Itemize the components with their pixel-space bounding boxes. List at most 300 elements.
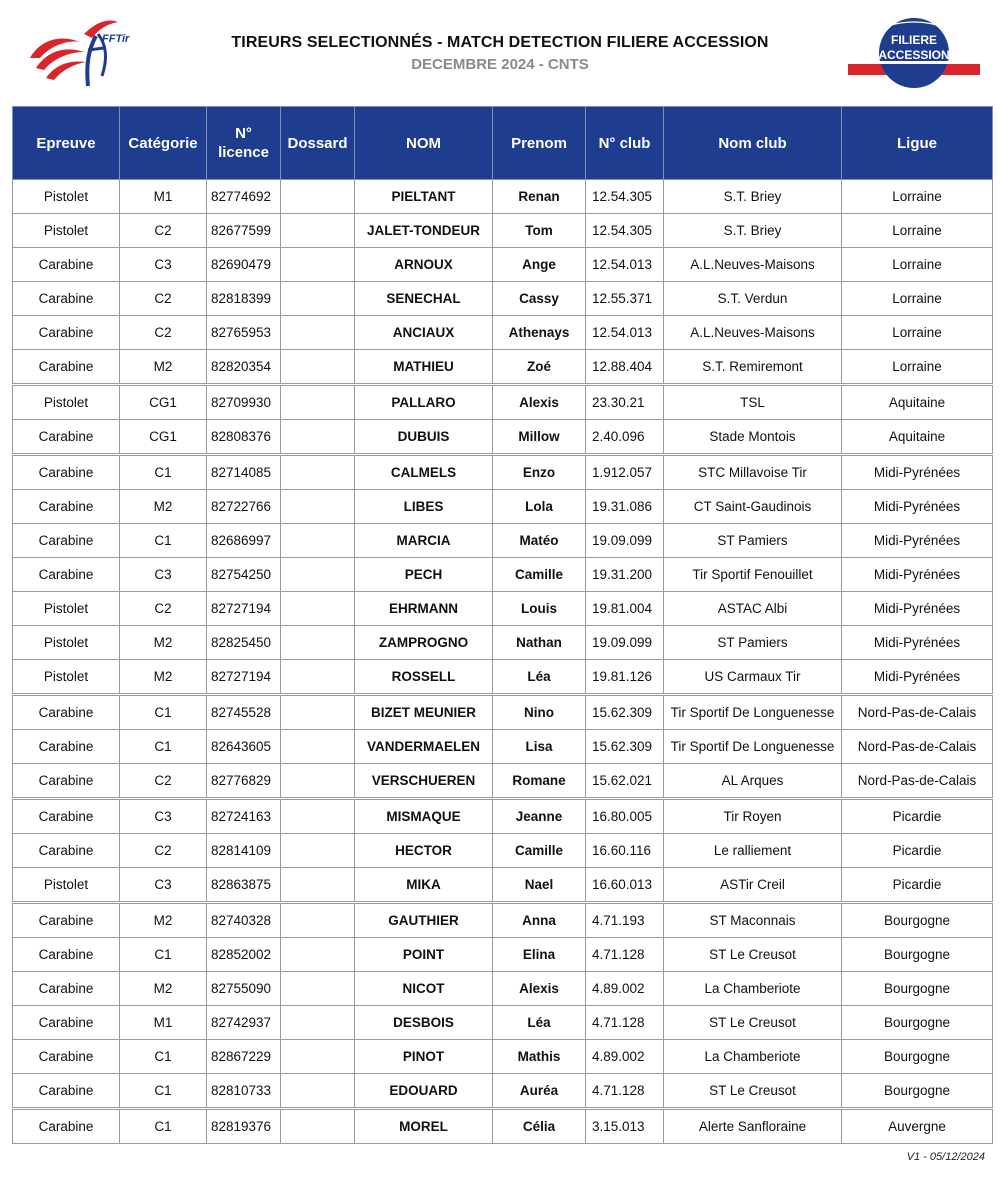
cell-epreuve: Pistolet (13, 385, 120, 420)
cell-club-number: 4.71.128 (586, 1006, 664, 1040)
cell-club-number: 12.55.371 (586, 282, 664, 316)
cell-club-name: CT Saint-Gaudinois (664, 490, 842, 524)
cell-club-number: 19.31.086 (586, 490, 664, 524)
cell-dossard (281, 214, 355, 248)
cell-club-name: Alerte Sanfloraine (664, 1109, 842, 1144)
cell-ligue: Nord-Pas-de-Calais (842, 695, 993, 730)
cell-licence: 82863875 (207, 868, 281, 903)
cell-club-number: 12.54.013 (586, 316, 664, 350)
cell-club-name: ST Le Creusot (664, 938, 842, 972)
table-row (13, 730, 993, 764)
cell-dossard (281, 490, 355, 524)
cell-dossard (281, 1006, 355, 1040)
cell-dossard (281, 558, 355, 592)
cell-club-name: A.L.Neuves-Maisons (664, 316, 842, 350)
cell-licence: 82852002 (207, 938, 281, 972)
cell-categorie: C1 (120, 1040, 207, 1074)
column-header-ligue: Ligue (842, 107, 993, 180)
cell-categorie: C1 (120, 730, 207, 764)
cell-ligue: Bourgogne (842, 1040, 993, 1074)
table-row (13, 180, 993, 214)
cell-club-number: 4.71.128 (586, 1074, 664, 1109)
cell-categorie: M2 (120, 972, 207, 1006)
cell-ligue: Lorraine (842, 350, 993, 385)
selection-table (12, 106, 993, 1144)
table-row (13, 214, 993, 248)
cell-categorie: M2 (120, 903, 207, 938)
cell-club-number: 15.62.309 (586, 730, 664, 764)
table-header-row (13, 107, 993, 180)
table-row (13, 316, 993, 350)
cell-prenom: Nathan (493, 626, 586, 660)
cell-club-number: 12.54.305 (586, 214, 664, 248)
column-header-licence (207, 107, 281, 180)
cell-prenom: Enzo (493, 455, 586, 490)
cell-prenom: Lisa (493, 730, 586, 764)
cell-dossard (281, 524, 355, 558)
cell-prenom: Nino (493, 695, 586, 730)
cell-ligue: Auvergne (842, 1109, 993, 1144)
table-row (13, 868, 993, 903)
cell-licence: 82740328 (207, 903, 281, 938)
cell-club-name: ST Le Creusot (664, 1074, 842, 1109)
cell-categorie: C1 (120, 524, 207, 558)
cell-nom: JALET-TONDEUR (355, 214, 493, 248)
cell-club-number: 19.09.099 (586, 626, 664, 660)
cell-prenom: Athenays (493, 316, 586, 350)
cell-prenom: Camille (493, 558, 586, 592)
cell-licence: 82643605 (207, 730, 281, 764)
page-header (0, 0, 1001, 100)
cell-epreuve: Carabine (13, 282, 120, 316)
cell-categorie: C3 (120, 799, 207, 834)
cell-club-number: 4.89.002 (586, 1040, 664, 1074)
cell-ligue: Lorraine (842, 316, 993, 350)
table-row (13, 660, 993, 695)
cell-categorie: C2 (120, 316, 207, 350)
cell-club-name: La Chamberiote (664, 972, 842, 1006)
table-row (13, 558, 993, 592)
fftir-rooster-logo-icon (26, 14, 146, 90)
cell-nom: PIELTANT (355, 180, 493, 214)
cell-nom: CALMELS (355, 455, 493, 490)
cell-epreuve: Carabine (13, 350, 120, 385)
cell-dossard (281, 764, 355, 799)
table-row (13, 764, 993, 799)
cell-nom: SENECHAL (355, 282, 493, 316)
cell-categorie: M1 (120, 1006, 207, 1040)
page-subtitle: DECEMBRE 2024 - CNTS (411, 56, 589, 73)
cell-club-number: 15.62.021 (586, 764, 664, 799)
cell-dossard (281, 660, 355, 695)
cell-licence: 82774692 (207, 180, 281, 214)
cell-epreuve: Carabine (13, 834, 120, 868)
cell-categorie: C1 (120, 695, 207, 730)
badge-line1: FILIERE (890, 33, 938, 47)
cell-club-name: S.T. Remiremont (664, 350, 842, 385)
cell-club-name: Stade Montois (664, 420, 842, 455)
cell-club-number: 19.09.099 (586, 524, 664, 558)
column-header-nom: NOM (355, 107, 493, 180)
cell-club-number: 12.54.305 (586, 180, 664, 214)
cell-club-name: S.T. Briey (664, 214, 842, 248)
cell-club-number: 16.80.005 (586, 799, 664, 834)
cell-prenom: Romane (493, 764, 586, 799)
cell-nom: EHRMANN (355, 592, 493, 626)
cell-licence: 82724163 (207, 799, 281, 834)
cell-dossard (281, 455, 355, 490)
cell-dossard (281, 316, 355, 350)
cell-licence: 82690479 (207, 248, 281, 282)
cell-licence: 82709930 (207, 385, 281, 420)
cell-club-name: Tir Sportif Fenouillet (664, 558, 842, 592)
cell-categorie: C1 (120, 455, 207, 490)
cell-categorie: M2 (120, 490, 207, 524)
cell-categorie: C2 (120, 834, 207, 868)
cell-nom: HECTOR (355, 834, 493, 868)
cell-licence: 82754250 (207, 558, 281, 592)
logo-left-text: FFTir (102, 33, 130, 45)
cell-nom: DUBUIS (355, 420, 493, 455)
title-block (200, 34, 800, 73)
cell-club-name: ST Le Creusot (664, 1006, 842, 1040)
cell-ligue: Nord-Pas-de-Calais (842, 764, 993, 799)
cell-club-number: 19.81.126 (586, 660, 664, 695)
cell-nom: ROSSELL (355, 660, 493, 695)
cell-dossard (281, 730, 355, 764)
cell-club-name: S.T. Briey (664, 180, 842, 214)
cell-dossard (281, 248, 355, 282)
table-row (13, 1109, 993, 1144)
cell-nom: LIBES (355, 490, 493, 524)
cell-nom: MIKA (355, 868, 493, 903)
cell-ligue: Bourgogne (842, 1074, 993, 1109)
cell-licence: 82765953 (207, 316, 281, 350)
cell-categorie: CG1 (120, 420, 207, 455)
column-header-dossard: Dossard (281, 107, 355, 180)
cell-nom: VANDERMAELEN (355, 730, 493, 764)
cell-club-name: S.T. Verdun (664, 282, 842, 316)
column-header-club-name: Nom club (664, 107, 842, 180)
cell-epreuve: Carabine (13, 524, 120, 558)
cell-club-name: AL Arques (664, 764, 842, 799)
cell-nom: ZAMPROGNO (355, 626, 493, 660)
cell-epreuve: Carabine (13, 248, 120, 282)
cell-ligue: Midi-Pyrénées (842, 558, 993, 592)
cell-nom: VERSCHUEREN (355, 764, 493, 799)
cell-licence: 82819376 (207, 1109, 281, 1144)
cell-prenom: Anna (493, 903, 586, 938)
cell-club-number: 4.89.002 (586, 972, 664, 1006)
cell-licence: 82745528 (207, 695, 281, 730)
column-header-epreuve: Epreuve (13, 107, 120, 180)
cell-dossard (281, 834, 355, 868)
cell-dossard (281, 972, 355, 1006)
cell-club-name: STC Millavoise Tir (664, 455, 842, 490)
cell-dossard (281, 350, 355, 385)
cell-categorie: C2 (120, 214, 207, 248)
cell-categorie: C3 (120, 868, 207, 903)
cell-prenom: Alexis (493, 385, 586, 420)
cell-epreuve: Carabine (13, 1006, 120, 1040)
cell-epreuve: Carabine (13, 316, 120, 350)
cell-dossard (281, 1109, 355, 1144)
cell-epreuve: Carabine (13, 455, 120, 490)
cell-dossard (281, 592, 355, 626)
cell-epreuve: Pistolet (13, 180, 120, 214)
cell-nom: PECH (355, 558, 493, 592)
cell-ligue: Midi-Pyrénées (842, 455, 993, 490)
cell-licence: 82722766 (207, 490, 281, 524)
cell-club-number: 12.88.404 (586, 350, 664, 385)
table-row (13, 695, 993, 730)
cell-club-name: Tir Royen (664, 799, 842, 834)
cell-ligue: Midi-Pyrénées (842, 660, 993, 695)
cell-nom: MARCIA (355, 524, 493, 558)
cell-categorie: C1 (120, 1074, 207, 1109)
cell-categorie: C1 (120, 938, 207, 972)
cell-licence: 82825450 (207, 626, 281, 660)
cell-prenom: Auréa (493, 1074, 586, 1109)
cell-club-name: TSL (664, 385, 842, 420)
cell-prenom: Alexis (493, 972, 586, 1006)
cell-ligue: Aquitaine (842, 385, 993, 420)
cell-licence: 82727194 (207, 660, 281, 695)
table-row (13, 938, 993, 972)
cell-nom: BIZET MEUNIER (355, 695, 493, 730)
cell-prenom: Elina (493, 938, 586, 972)
cell-club-number: 15.62.309 (586, 695, 664, 730)
cell-nom: MATHIEU (355, 350, 493, 385)
cell-ligue: Midi-Pyrénées (842, 626, 993, 660)
cell-prenom: Léa (493, 660, 586, 695)
cell-club-name: Tir Sportif De Longuenesse (664, 730, 842, 764)
cell-prenom: Renan (493, 180, 586, 214)
cell-licence: 82776829 (207, 764, 281, 799)
version-footer: V1 - 05/12/2024 (906, 1151, 985, 1163)
cell-epreuve: Carabine (13, 799, 120, 834)
cell-categorie: C3 (120, 558, 207, 592)
cell-nom: DESBOIS (355, 1006, 493, 1040)
cell-nom: NICOT (355, 972, 493, 1006)
cell-club-name: US Carmaux Tir (664, 660, 842, 695)
cell-licence: 82755090 (207, 972, 281, 1006)
cell-epreuve: Pistolet (13, 626, 120, 660)
cell-epreuve: Pistolet (13, 660, 120, 695)
cell-categorie: C2 (120, 592, 207, 626)
column-header-licence-line2: licence (218, 144, 269, 161)
cell-club-name: ST Maconnais (664, 903, 842, 938)
cell-epreuve: Carabine (13, 490, 120, 524)
cell-dossard (281, 385, 355, 420)
cell-epreuve: Pistolet (13, 868, 120, 903)
table-row (13, 626, 993, 660)
cell-prenom: Millow (493, 420, 586, 455)
table-row (13, 592, 993, 626)
cell-epreuve: Carabine (13, 972, 120, 1006)
cell-ligue: Midi-Pyrénées (842, 524, 993, 558)
page-title: TIREURS SELECTIONNÉS - MATCH DETECTION FILIERE ACCESSION (231, 34, 769, 51)
cell-dossard (281, 799, 355, 834)
cell-categorie: M1 (120, 180, 207, 214)
table-row (13, 524, 993, 558)
cell-categorie: M2 (120, 626, 207, 660)
filiere-accession-badge-icon (846, 16, 982, 90)
cell-club-number: 12.54.013 (586, 248, 664, 282)
badge-line2: ACCESSION (878, 48, 950, 62)
cell-ligue: Picardie (842, 799, 993, 834)
cell-epreuve: Carabine (13, 764, 120, 799)
cell-club-number: 1.912.057 (586, 455, 664, 490)
table-row (13, 282, 993, 316)
cell-ligue: Lorraine (842, 180, 993, 214)
cell-prenom: Nael (493, 868, 586, 903)
cell-epreuve: Carabine (13, 1040, 120, 1074)
cell-dossard (281, 420, 355, 455)
column-header-categorie: Catégorie (120, 107, 207, 180)
cell-ligue: Lorraine (842, 282, 993, 316)
cell-ligue: Bourgogne (842, 938, 993, 972)
cell-ligue: Nord-Pas-de-Calais (842, 730, 993, 764)
cell-licence: 82867229 (207, 1040, 281, 1074)
table-row (13, 834, 993, 868)
cell-club-name: ASTAC Albi (664, 592, 842, 626)
cell-nom: MOREL (355, 1109, 493, 1144)
table-row (13, 420, 993, 455)
cell-categorie: CG1 (120, 385, 207, 420)
cell-club-number: 4.71.193 (586, 903, 664, 938)
cell-licence: 82810733 (207, 1074, 281, 1109)
column-header-club-number: N° club (586, 107, 664, 180)
cell-epreuve: Carabine (13, 1074, 120, 1109)
cell-club-number: 2.40.096 (586, 420, 664, 455)
cell-epreuve: Carabine (13, 1109, 120, 1144)
cell-prenom: Zoé (493, 350, 586, 385)
cell-categorie: C1 (120, 1109, 207, 1144)
cell-epreuve: Carabine (13, 938, 120, 972)
cell-club-name: La Chamberiote (664, 1040, 842, 1074)
cell-prenom: Jeanne (493, 799, 586, 834)
cell-ligue: Bourgogne (842, 972, 993, 1006)
cell-epreuve: Pistolet (13, 592, 120, 626)
table-row (13, 385, 993, 420)
cell-club-number: 16.60.013 (586, 868, 664, 903)
cell-ligue: Aquitaine (842, 420, 993, 455)
cell-club-number: 3.15.013 (586, 1109, 664, 1144)
cell-epreuve: Carabine (13, 730, 120, 764)
cell-ligue: Midi-Pyrénées (842, 490, 993, 524)
cell-prenom: Célia (493, 1109, 586, 1144)
cell-prenom: Tom (493, 214, 586, 248)
cell-nom: MISMAQUE (355, 799, 493, 834)
table-row (13, 799, 993, 834)
cell-ligue: Midi-Pyrénées (842, 592, 993, 626)
cell-nom: GAUTHIER (355, 903, 493, 938)
cell-nom: PALLARO (355, 385, 493, 420)
cell-prenom: Lola (493, 490, 586, 524)
cell-dossard (281, 626, 355, 660)
cell-licence: 82714085 (207, 455, 281, 490)
cell-prenom: Mathis (493, 1040, 586, 1074)
cell-club-name: ST Pamiers (664, 626, 842, 660)
cell-categorie: C2 (120, 764, 207, 799)
table-row (13, 350, 993, 385)
table-row (13, 490, 993, 524)
cell-epreuve: Carabine (13, 695, 120, 730)
cell-club-name: Le ralliement (664, 834, 842, 868)
table-row (13, 972, 993, 1006)
table-row (13, 1040, 993, 1074)
cell-dossard (281, 903, 355, 938)
cell-ligue: Bourgogne (842, 903, 993, 938)
cell-nom: PINOT (355, 1040, 493, 1074)
cell-nom: POINT (355, 938, 493, 972)
cell-epreuve: Carabine (13, 903, 120, 938)
cell-prenom: Cassy (493, 282, 586, 316)
cell-epreuve: Carabine (13, 558, 120, 592)
cell-ligue: Lorraine (842, 214, 993, 248)
cell-nom: ANCIAUX (355, 316, 493, 350)
cell-club-name: A.L.Neuves-Maisons (664, 248, 842, 282)
cell-ligue: Picardie (842, 868, 993, 903)
cell-ligue: Bourgogne (842, 1006, 993, 1040)
cell-categorie: M2 (120, 350, 207, 385)
cell-prenom: Ange (493, 248, 586, 282)
cell-club-number: 19.81.004 (586, 592, 664, 626)
column-header-licence-line1: N° (235, 125, 252, 142)
cell-nom: EDOUARD (355, 1074, 493, 1109)
cell-nom: ARNOUX (355, 248, 493, 282)
cell-ligue: Picardie (842, 834, 993, 868)
cell-dossard (281, 868, 355, 903)
cell-licence: 82808376 (207, 420, 281, 455)
column-header-prenom: Prenom (493, 107, 586, 180)
cell-licence: 82677599 (207, 214, 281, 248)
cell-epreuve: Pistolet (13, 214, 120, 248)
cell-club-name: ASTir Creil (664, 868, 842, 903)
cell-prenom: Léa (493, 1006, 586, 1040)
table-row (13, 903, 993, 938)
cell-dossard (281, 695, 355, 730)
cell-prenom: Matéo (493, 524, 586, 558)
cell-licence: 82814109 (207, 834, 281, 868)
cell-club-number: 4.71.128 (586, 938, 664, 972)
cell-club-number: 23.30.21 (586, 385, 664, 420)
cell-prenom: Camille (493, 834, 586, 868)
cell-licence: 82686997 (207, 524, 281, 558)
cell-categorie: C3 (120, 248, 207, 282)
table-body (13, 180, 993, 1144)
cell-club-name: Tir Sportif De Longuenesse (664, 695, 842, 730)
cell-ligue: Lorraine (842, 248, 993, 282)
table-row (13, 248, 993, 282)
table-row (13, 455, 993, 490)
table-row (13, 1074, 993, 1109)
cell-categorie: M2 (120, 660, 207, 695)
cell-categorie: C2 (120, 282, 207, 316)
cell-club-number: 16.60.116 (586, 834, 664, 868)
cell-licence: 82727194 (207, 592, 281, 626)
cell-dossard (281, 1040, 355, 1074)
cell-licence: 82820354 (207, 350, 281, 385)
cell-dossard (281, 938, 355, 972)
cell-dossard (281, 1074, 355, 1109)
cell-epreuve: Carabine (13, 420, 120, 455)
cell-dossard (281, 180, 355, 214)
cell-club-number: 19.31.200 (586, 558, 664, 592)
table-row (13, 1006, 993, 1040)
cell-dossard (281, 282, 355, 316)
